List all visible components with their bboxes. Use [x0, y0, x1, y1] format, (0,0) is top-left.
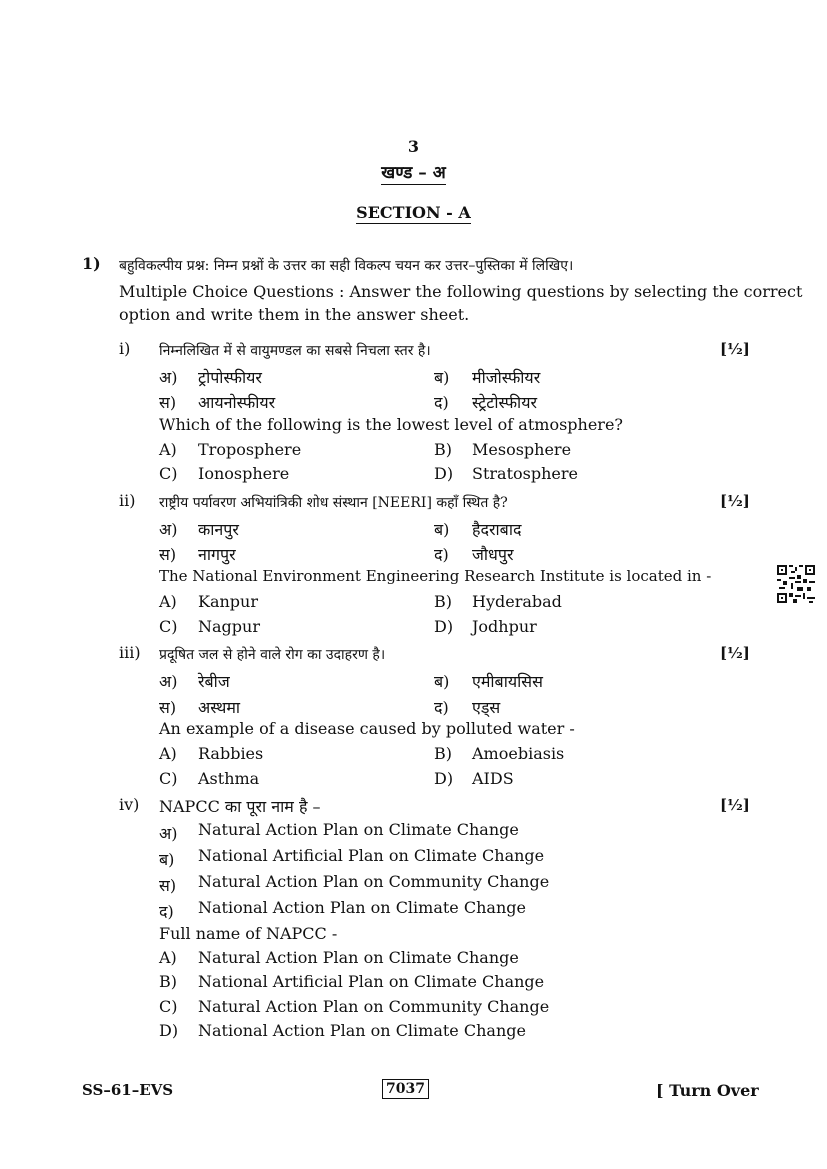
option-text: AIDS [472, 769, 514, 788]
option-label: अ) [159, 520, 178, 539]
option-label: ब) [434, 672, 450, 691]
option-text: Natural Action Plan on Community Change [198, 872, 550, 891]
sub-question-english: The National Environment Engineering Research Institute is located in - [159, 567, 712, 585]
option-text: Rabbies [198, 744, 264, 763]
option-label: स) [159, 876, 177, 895]
option-text: Ionosphere [198, 464, 290, 483]
page-number: 3 [407, 137, 420, 156]
option-label: D) [434, 617, 454, 636]
sub-question-hindi: राष्ट्रीय पर्यावरण अभियांत्रिकी शोध संस्थान [NEERI] कहाँ स्थित है? [159, 495, 508, 511]
option-label: B) [159, 972, 177, 991]
option-text: आयनोस्फीयर [198, 393, 276, 412]
option-text: Natural Action Plan on Climate Change [198, 948, 519, 967]
option-label: अ) [159, 672, 178, 691]
option-text: Jodhpur [472, 617, 537, 636]
marks: [½] [720, 796, 750, 814]
option-label: द) [434, 393, 449, 412]
page-code-box: 7037 [382, 1079, 429, 1099]
marks: [½] [720, 340, 750, 358]
option-label: स) [159, 393, 177, 412]
turn-over: [ Turn Over [656, 1081, 759, 1100]
option-text: कानपुर [198, 520, 239, 539]
option-label: A) [159, 948, 177, 967]
option-label: ब) [434, 368, 450, 387]
option-text: Stratosphere [472, 464, 578, 483]
option-text: Natural Action Plan on Community Change [198, 997, 550, 1016]
option-text: National Artificial Plan on Climate Change [198, 846, 545, 865]
option-label: D) [434, 769, 454, 788]
option-label: A) [159, 440, 177, 459]
instruction-hindi: बहुविकल्पीय प्रश्न: निम्न प्रश्नों के उत्तर का सही विकल्प चयन कर उत्तर–पुस्तिका में लिखिए। [119, 258, 574, 274]
paper-code: SS–61–EVS [82, 1081, 174, 1099]
option-label: B) [434, 592, 452, 611]
option-label: द) [159, 902, 174, 921]
sub-number: iii) [119, 643, 141, 662]
sub-question-english: Which of the following is the lowest level of atmosphere? [159, 415, 623, 434]
option-label: द) [434, 698, 449, 717]
option-label: D) [434, 464, 454, 483]
sub-number: ii) [119, 491, 136, 510]
option-label: स) [159, 545, 177, 564]
option-label: ब) [434, 520, 450, 539]
sub-number: i) [119, 339, 131, 358]
option-text: National Action Plan on Climate Change [198, 898, 526, 917]
option-label: C) [159, 997, 178, 1016]
option-text: Asthma [198, 769, 260, 788]
option-text: Amoebiasis [472, 744, 565, 763]
option-text: ट्रोपोस्फीयर [198, 368, 262, 387]
question-number: 1) [82, 254, 101, 273]
option-label: A) [159, 744, 177, 763]
option-text: एमीबायसिस [472, 672, 543, 691]
option-text: एड्स [472, 698, 501, 717]
option-label: अ) [159, 824, 178, 843]
option-label: D) [159, 1021, 179, 1040]
option-text: अस्थमा [198, 698, 241, 717]
option-text: स्ट्रेटोस्फीयर [472, 393, 538, 412]
option-text: Natural Action Plan on Climate Change [198, 820, 519, 839]
option-text: हैदराबाद [472, 520, 522, 539]
option-text: Nagpur [198, 617, 260, 636]
sub-question-english: Full name of NAPCC - [159, 924, 338, 943]
option-label: B) [434, 440, 452, 459]
instruction-english-2: option and write them in the answer sheet. [119, 305, 470, 324]
option-text: National Artificial Plan on Climate Change [198, 972, 545, 991]
marks: [½] [720, 492, 750, 510]
option-label: C) [159, 464, 178, 483]
sub-question-english: An example of a disease caused by polluted water - [159, 719, 575, 738]
option-label: C) [159, 617, 178, 636]
sub-question-hindi: निम्नलिखित में से वायुमण्डल का सबसे निचला स्तर है। [159, 343, 431, 359]
option-label: ब) [159, 850, 175, 869]
sub-number: iv) [119, 795, 140, 814]
option-text: Troposphere [198, 440, 302, 459]
option-text: Kanpur [198, 592, 258, 611]
qr-code-icon [777, 565, 815, 603]
option-text: रेबीज [198, 672, 230, 691]
option-text: Mesosphere [472, 440, 572, 459]
option-label: अ) [159, 368, 178, 387]
instruction-english-1: Multiple Choice Questions : Answer the following questions by selecting the correct [119, 282, 803, 301]
marks: [½] [720, 644, 750, 662]
option-label: द) [434, 545, 449, 564]
option-text: मीजोस्फीयर [472, 368, 541, 387]
option-label: स) [159, 698, 177, 717]
option-text: नागपुर [198, 545, 236, 564]
khand-title: खण्ड – अ [381, 163, 446, 183]
option-text: Hyderabad [472, 592, 562, 611]
sub-question-hindi: NAPCC का पूरा नाम है – [159, 797, 321, 816]
option-label: B) [434, 744, 452, 763]
option-label: C) [159, 769, 178, 788]
option-text: National Action Plan on Climate Change [198, 1021, 526, 1040]
option-label: A) [159, 592, 177, 611]
section-title: SECTION - A [356, 203, 471, 222]
option-text: जौधपुर [472, 545, 514, 564]
sub-question-hindi: प्रदूषित जल से होने वाले रोग का उदाहरण है। [159, 647, 386, 663]
